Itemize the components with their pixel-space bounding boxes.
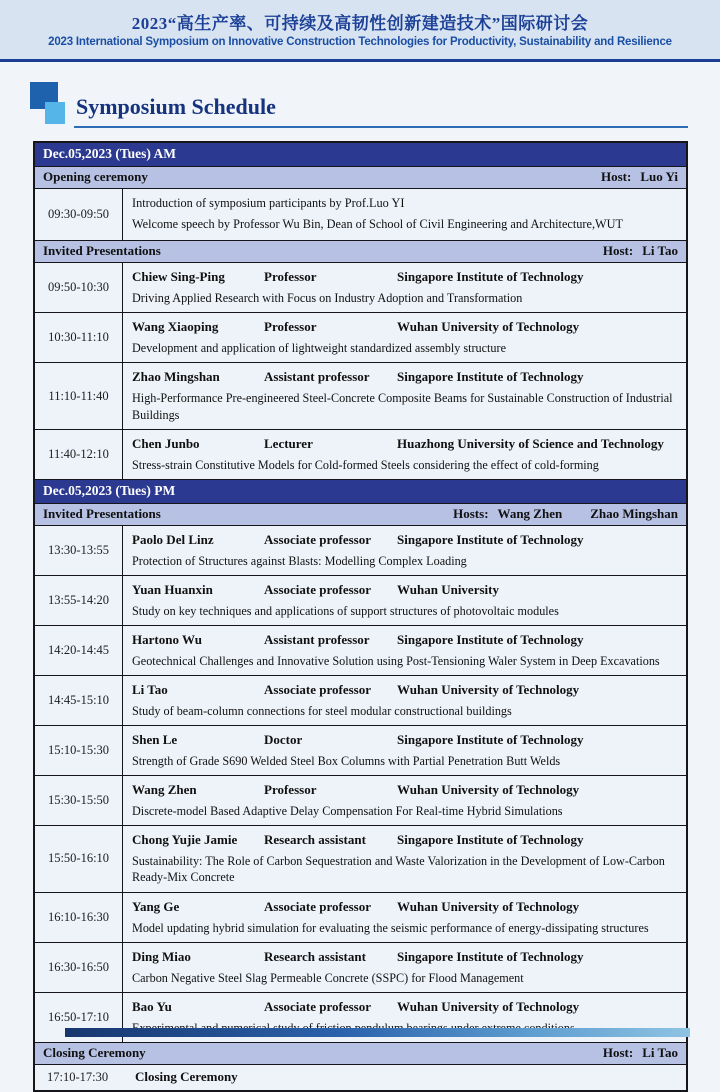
subheader-row	[35, 166, 686, 188]
speaker-name: Yuan Huanxin	[132, 581, 213, 597]
talk-content	[123, 626, 686, 675]
talk-row	[35, 942, 686, 992]
speaker-name: Bao Yu	[132, 998, 172, 1014]
time-cell: 13:55-14:20	[35, 576, 123, 625]
host-box	[603, 1045, 678, 1061]
time-cell: 09:30-09:50	[35, 189, 123, 240]
talk-title: Strength of Grade S690 Welded Steel Box Columns with Partial Penetration Butt Welds	[132, 754, 561, 769]
speaker-affiliation: Wuhan University of Technology	[397, 682, 580, 698]
talk-content	[123, 943, 686, 992]
time-cell: 14:45-15:10	[35, 676, 123, 725]
simple-label: Closing Ceremony	[135, 1068, 238, 1084]
talk-row	[35, 675, 686, 725]
talk-title: Sustainability: The Role of Carbon Sequestration and Waste Valorization in the Development of Low-Carbon Ready-Mix Concrete	[132, 854, 665, 885]
schedule-title-block	[30, 82, 688, 128]
speaker-role: Assistant professor	[264, 631, 370, 647]
subheader-label: Invited Presentations	[43, 505, 161, 521]
speaker-line	[132, 730, 677, 751]
talk-title: Study on key techniques and applications of support structures of photovoltaic modules	[132, 603, 559, 618]
talk-row	[35, 575, 686, 625]
speaker-name: Li Tao	[132, 682, 168, 698]
speaker-name: Chiew Sing-Ping	[132, 269, 225, 285]
speaker-line	[132, 434, 677, 455]
speaker-name: Hartono Wu	[132, 631, 202, 647]
talk-title: Development and application of lightweight standardized assembly structure	[132, 341, 506, 356]
symposium-title-chinese: 2023“高生产率、可持续及高韧性创新建造技术”国际研讨会	[131, 14, 589, 33]
subheader-label: Invited Presentations	[43, 243, 161, 259]
talk-title: Stress-strain Constitutive Models for Cold-formed Steels considering the effect of cold-forming	[132, 457, 599, 472]
host-label: Hosts:	[453, 505, 489, 521]
speaker-affiliation: Wuhan University of Technology	[397, 782, 580, 798]
session-content	[123, 189, 686, 240]
talk-title: Study of beam-column connections for steel modular constructional buildings	[132, 704, 512, 719]
host-name: Li Tao	[642, 243, 678, 259]
host-label: Host:	[600, 169, 632, 184]
simple-content	[123, 1065, 686, 1090]
talk-row	[35, 825, 686, 891]
section-header-row: Dec.05,2023 (Tues) AM	[35, 143, 686, 166]
session-row	[35, 188, 686, 240]
host-names	[642, 243, 678, 259]
speaker-affiliation: Singapore Institute of Technology	[397, 948, 584, 964]
section-header-row: Dec.05,2023 (Tues) PM	[35, 479, 686, 503]
speaker-line	[132, 680, 677, 701]
speaker-affiliation: Singapore Institute of Technology	[397, 732, 584, 748]
talk-row	[35, 312, 686, 362]
title-underline	[74, 95, 688, 128]
speaker-role: Professor	[264, 319, 317, 335]
speaker-name: Wang Zhen	[132, 782, 197, 798]
talk-title: Carbon Negative Steel Slag Permeable Concrete (SSPC) for Flood Management	[132, 970, 524, 985]
speaker-affiliation: Singapore Institute of Technology	[397, 369, 584, 385]
session-line: Welcome speech by Professor Wu Bin, Dean of School of Civil Engineering and Architecture,WUT	[132, 217, 624, 232]
page-header	[0, 0, 720, 62]
talk-content	[123, 776, 686, 825]
talk-row	[35, 262, 686, 312]
talk-content	[123, 263, 686, 312]
host-box	[453, 506, 678, 522]
speaker-affiliation: Singapore Institute of Technology	[397, 832, 584, 848]
speaker-role: Assistant professor	[264, 369, 370, 385]
speaker-line	[132, 630, 677, 651]
speaker-role: Doctor	[264, 732, 303, 748]
talk-title: Driving Applied Research with Focus on Industry Adoption and Transformation	[132, 291, 523, 306]
host-name: Wang Zhen	[497, 505, 563, 521]
footer-accent-bar	[65, 1028, 690, 1037]
session-line: Introduction of symposium participants by Prof.Luo YI	[132, 196, 405, 210]
talk-row	[35, 429, 686, 479]
speaker-role: Professor	[264, 269, 317, 285]
speaker-role: Associate professor	[264, 898, 371, 914]
subheader-label: Closing Ceremony	[43, 1044, 146, 1060]
speaker-line	[132, 367, 677, 388]
speaker-role: Associate professor	[264, 682, 371, 698]
speaker-affiliation: Huazhong University of Science and Technology	[397, 435, 664, 451]
speaker-name: Zhao Mingshan	[132, 369, 220, 385]
speaker-line	[132, 947, 677, 968]
talk-title: Discrete-model Based Adaptive Delay Compensation For Real-time Hybrid Simulations	[132, 804, 563, 819]
speaker-role: Lecturer	[264, 435, 313, 451]
time-cell: 16:50-17:10	[35, 993, 123, 1042]
speaker-role: Professor	[264, 782, 317, 798]
speaker-name: Paolo Del Linz	[132, 531, 214, 547]
time-cell: 11:10-11:40	[35, 363, 123, 428]
speaker-line	[132, 317, 677, 338]
talk-row	[35, 892, 686, 942]
speaker-role: Research assistant	[264, 832, 366, 848]
host-box	[601, 169, 678, 185]
time-cell: 15:10-15:30	[35, 726, 123, 775]
speaker-line	[132, 267, 677, 288]
speaker-role: Research assistant	[264, 948, 366, 964]
speaker-affiliation: Wuhan University of Technology	[397, 898, 580, 914]
host-names	[642, 1045, 678, 1061]
talk-title: Geotechnical Challenges and Innovative Solution using Post-Tensioning Waler System in Deep Excavations	[132, 653, 660, 668]
time-cell: 11:40-12:10	[35, 430, 123, 479]
talk-content	[123, 430, 686, 479]
host-label: Host:	[602, 243, 634, 259]
talk-row	[35, 625, 686, 675]
speaker-name: Shen Le	[132, 732, 178, 748]
speaker-name: Ding Miao	[132, 948, 191, 964]
subheader-row	[35, 1042, 686, 1064]
host-names	[640, 169, 678, 185]
speaker-affiliation: Wuhan University	[397, 581, 499, 597]
subheader-row	[35, 240, 686, 262]
speaker-affiliation: Singapore Institute of Technology	[397, 631, 584, 647]
speaker-role: Associate professor	[264, 581, 371, 597]
talk-title: High-Performance Pre-engineered Steel-Concrete Composite Beams for Sustainable Construction of Industrial Buildings	[132, 391, 673, 422]
talk-title: Protection of Structures against Blasts: Modelling Complex Loading	[132, 553, 467, 568]
symposium-title-english: 2023 International Symposium on Innovative Construction Technologies for Productivity, Sustainability and Resilience	[48, 35, 672, 48]
speaker-line	[132, 897, 677, 918]
time-cell: 16:30-16:50	[35, 943, 123, 992]
page-title: Symposium Schedule	[76, 93, 276, 119]
time-cell: 16:10-16:30	[35, 893, 123, 942]
speaker-name: Chong Yujie Jamie	[132, 832, 238, 848]
square-light-icon	[45, 102, 65, 124]
time-cell: 14:20-14:45	[35, 626, 123, 675]
talk-content	[123, 826, 686, 891]
speaker-line	[132, 830, 677, 851]
time-cell: 13:30-13:55	[35, 526, 123, 575]
host-name: Luo Yi	[640, 169, 678, 184]
time-cell: 15:50-16:10	[35, 826, 123, 891]
talk-content	[123, 576, 686, 625]
speaker-role: Associate professor	[264, 998, 371, 1014]
simple-row	[35, 1064, 686, 1090]
subheader-row	[35, 503, 686, 525]
talk-row	[35, 525, 686, 575]
speaker-line	[132, 530, 677, 551]
talk-content	[123, 676, 686, 725]
squares-icon	[30, 82, 72, 128]
time-cell: 15:30-15:50	[35, 776, 123, 825]
speaker-role: Associate professor	[264, 531, 371, 547]
speaker-name: Chen Junbo	[132, 435, 200, 451]
speaker-line	[132, 580, 677, 601]
speaker-name: Yang Ge	[132, 898, 180, 914]
talk-content	[123, 363, 686, 428]
host-names	[498, 506, 678, 522]
speaker-line	[132, 997, 677, 1018]
speaker-affiliation: Singapore Institute of Technology	[397, 531, 584, 547]
talk-row	[35, 362, 686, 428]
time-cell: 17:10-17:30	[47, 1069, 109, 1084]
speaker-affiliation: Wuhan University of Technology	[397, 998, 580, 1014]
talk-content	[123, 526, 686, 575]
talk-content	[123, 313, 686, 362]
schedule-table	[33, 141, 688, 1092]
host-name: Zhao Mingshan	[590, 505, 678, 521]
time-cell: 09:50-10:30	[35, 263, 123, 312]
speaker-affiliation: Singapore Institute of Technology	[397, 269, 584, 285]
host-box	[603, 243, 678, 259]
talk-row	[35, 775, 686, 825]
talk-title: Model updating hybrid simulation for evaluating the seismic performance of energy-dissipating structures	[132, 920, 649, 935]
speaker-affiliation: Wuhan University of Technology	[397, 319, 580, 335]
subheader-label: Opening ceremony	[43, 169, 148, 184]
talk-content	[123, 893, 686, 942]
talk-content	[123, 726, 686, 775]
talk-row	[35, 725, 686, 775]
host-label: Host:	[602, 1044, 634, 1060]
host-name: Li Tao	[642, 1044, 678, 1060]
time-cell: 10:30-11:10	[35, 313, 123, 362]
speaker-line	[132, 780, 677, 801]
speaker-name: Wang Xiaoping	[132, 319, 219, 335]
